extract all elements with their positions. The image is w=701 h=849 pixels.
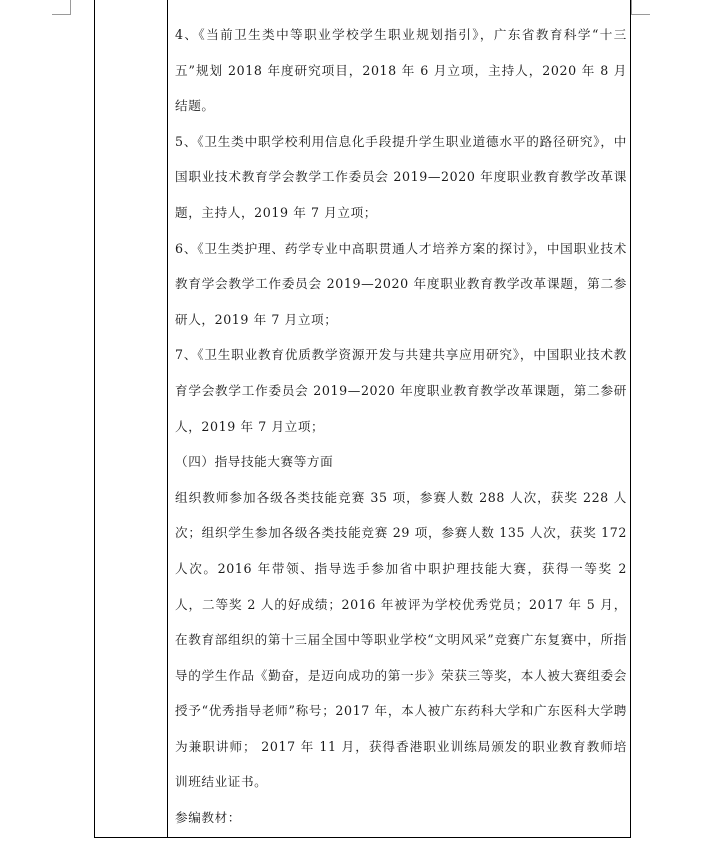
paragraph-item-4: 4、《当前卫生类中等职业学校学生职业规划指引》，广东省教育科学“十三五”规划 2018 年度研究项目，2018 年 6 月立项，主持人，2020 年 8 月结题。 [175,27,627,114]
table-column-divider [167,0,168,838]
paragraph-item-5: 5、《卫生类中职学校利用信息化手段提升学生职业道德水平的路径研究》，中国职业技术教育学会教学工作委员会 2019—2020 年度职业教育教学改革课题，主持人，2019 年 7 月立项； [175,133,627,220]
paragraph-item-7: 7、《卫生职业教育优质教学资源开发与共建共享应用研究》，中国职业技术教育学会教学工作委员会 2019—2020 年度职业教育教学改革课题，第二参研人，2019 年 7 月立项； [175,347,627,434]
paragraph-item-6: 6、《卫生类护理、药学专业中高职贯通人才培养方案的探讨》，中国职业技术教育学会教学工作委员会 2019—2020 年度职业教育教学改革课题，第二参研人，2019 年 7 月立项； [175,240,627,327]
section-heading: （四）指导技能大赛等方面 [175,454,334,470]
page-corner-mark-left [52,0,71,15]
table-content-cell [175,17,627,836]
competition-paragraph: 组织教师参加各级各类技能竞赛 35 项，参赛人数 288 人次，获奖 228 人次；组织学生参加各级各类技能竞赛 29 项，参赛人数 135 人次，获奖 172 人次。2016 年带领、指导选手参加省中职护理技能大赛，获得一等奖 2 人，二等奖 2 人的好成绩；2016 年被评为学校优秀党员；2017 年 5 月，在教育部组织的第十三届全国中等职业学校“文明风采”竞赛广东复赛中，所指导的学生作品《勤奋，是迈向成功的第一步》荣获三等奖，本人被大赛组委会授予“优秀指导老师”称号；2017 年，本人被广东药科大学和广东医科大学聘为兼职讲师； 2017 年 11 月，获得香港职业训练局颁发的职业教育教师培训班结业证书。 [175,489,627,790]
textbooks-label: 参编教材： [175,810,241,826]
page-corner-mark-right [631,0,650,15]
